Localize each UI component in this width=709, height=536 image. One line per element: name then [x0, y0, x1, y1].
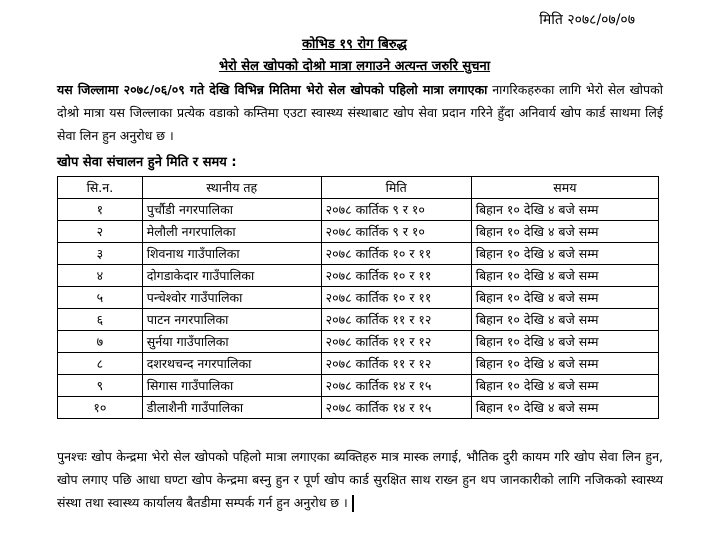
row-local-level: दशरथचन्द नगरपालिका — [142, 353, 321, 375]
row-serial: १० — [58, 397, 143, 419]
table-row — [58, 243, 659, 265]
row-time: बिहान १० देखि ४ बजे सम्म — [471, 199, 658, 221]
row-serial: ४ — [58, 265, 143, 287]
row-time: बिहान १० देखि ४ बजे सम्म — [471, 265, 658, 287]
row-serial: २ — [58, 221, 143, 243]
row-local-level: सुर्नया गाउँपालिका — [142, 331, 321, 353]
row-date: २०७८ कार्तिक १० र ११ — [321, 243, 471, 265]
row-date: २०७८ कार्तिक १० र ११ — [321, 265, 471, 287]
row-local-level: शिवनाथ गाउँपालिका — [142, 243, 321, 265]
row-date: २०७८ कार्तिक ११ र १२ — [321, 353, 471, 375]
row-serial: ९ — [58, 375, 143, 397]
postscript-text: पुनश्चः खोप केन्द्रमा भेरो सेल खोपको पहिलो मात्रा लगाएका ब्यक्तिहरु मात्र मास्क लगाई, भौतिक दुरी कायम गरि खोप सेवा लिन हुन, खोप लगाए पछि आधा घण्टा खोप केन्द्रमा बस्नु हुन र पूर्ण खोप कार्ड सुरक्षित साथ राख्न हुन थप जानकारीको लागि नजिकको स्वास्थ्य संस्था तथा स्वास्थ्य कार्यालय बैतडीमा सम्पर्क गर्न हुन अनुरोध छ । — [57, 449, 663, 510]
row-time: बिहान १० देखि ४ बजे सम्म — [471, 287, 658, 309]
row-local-level: डीलाशैनी गाउँपालिका — [142, 397, 321, 419]
row-local-level: दोगडाकेदार गाउँपालिका — [142, 265, 321, 287]
row-local-level: पाटन नगरपालिका — [142, 309, 321, 331]
row-serial: ५ — [58, 287, 143, 309]
row-serial: ८ — [58, 353, 143, 375]
row-time: बिहान १० देखि ४ बजे सम्म — [471, 243, 658, 265]
row-date: २०७८ कार्तिक ११ र १२ — [321, 331, 471, 353]
table-row — [58, 287, 659, 309]
section-heading: खोप सेवा संचालन हुने मिति र समय : — [57, 155, 237, 170]
row-date: २०७८ कार्तिक ११ र १२ — [321, 309, 471, 331]
notice-date: मिति २०७८/०७/०७ — [539, 12, 635, 28]
row-serial: १ — [58, 199, 143, 221]
row-serial: ७ — [58, 331, 143, 353]
row-local-level: सिगास गाउँपालिका — [142, 375, 321, 397]
text-cursor — [352, 495, 354, 512]
table-row — [58, 397, 659, 419]
intro-text: नागरिकहरुका लागि भेरो सेल खोपको दोश्रो मात्रा यस जिल्लाका प्रत्येक वडाको कम्तिमा एउटा स्वास्थ्य संस्थाबाट खोप सेवा प्रदान गरिने हुँदा अनिवार्य खोप कार्ड साथमा लिई सेवा लिन हुन अनुरोध छ । — [57, 82, 663, 143]
schedule-table — [57, 176, 659, 419]
row-time: बिहान १० देखि ४ बजे सम्म — [471, 353, 658, 375]
table-row — [58, 265, 659, 287]
header-local-level: स्थानीय तह — [142, 177, 321, 199]
table-row — [58, 375, 659, 397]
postscript-note — [57, 445, 663, 514]
table-row — [58, 331, 659, 353]
header-date: मिति — [321, 177, 471, 199]
row-time: बिहान १० देखि ४ बजे सम्म — [471, 397, 658, 419]
row-time: बिहान १० देखि ४ बजे सम्म — [471, 309, 658, 331]
row-time: बिहान १० देखि ४ बजे सम्म — [471, 375, 658, 397]
intro-paragraph — [57, 78, 663, 147]
row-time: बिहान १० देखि ४ बजे सम्म — [471, 221, 658, 243]
intro-bold-text: यस जिल्लामा २०७८/०६/०९ गते देखि विभिन्न मितिमा भेरो सेल खोपको पहिलो मात्रा लगाएका — [57, 82, 488, 97]
table-header-row — [58, 177, 659, 199]
row-date: २०७८ कार्तिक १४ र १५ — [321, 397, 471, 419]
row-local-level: पन्चेश्वोर गाउँपालिका — [142, 287, 321, 309]
row-local-level: पुर्चौडी नगरपालिका — [142, 199, 321, 221]
notice-title: कोभिड १९ रोग बिरुद्ध — [302, 37, 407, 52]
row-date: २०७८ कार्तिक १४ र १५ — [321, 375, 471, 397]
table-row — [58, 199, 659, 221]
row-date: २०७८ कार्तिक १० र ११ — [321, 287, 471, 309]
table-row — [58, 221, 659, 243]
row-serial: ३ — [58, 243, 143, 265]
header-serial: सि.न. — [58, 177, 143, 199]
row-date: २०७८ कार्तिक ९ र १० — [321, 221, 471, 243]
table-row — [58, 309, 659, 331]
row-serial: ६ — [58, 309, 143, 331]
header-time: समय — [471, 177, 658, 199]
row-local-level: मेलौली नगरपालिका — [142, 221, 321, 243]
table-row — [58, 353, 659, 375]
row-time: बिहान १० देखि ४ बजे सम्म — [471, 331, 658, 353]
notice-subtitle: भेरो सेल खोपको दोश्रो मात्रा लगाउने अत्यन्त जरुरि सुचना — [218, 59, 491, 74]
row-date: २०७८ कार्तिक ९ र १० — [321, 199, 471, 221]
